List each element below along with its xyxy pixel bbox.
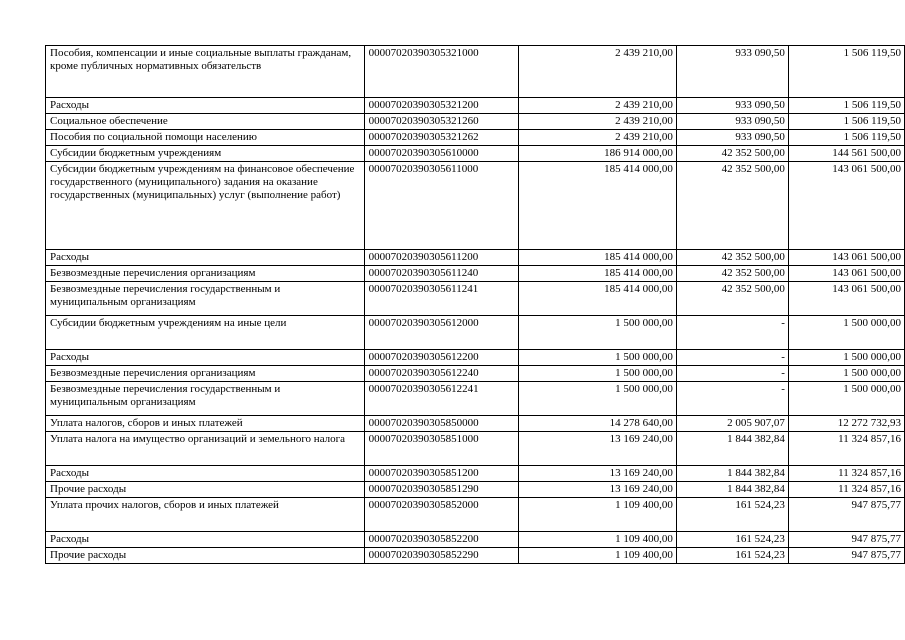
row-name-cell: Прочие расходы (46, 548, 365, 564)
row-name-cell: Безвозмездные перечисления государственным и муниципальным организациям (46, 282, 365, 316)
table-row (46, 532, 905, 548)
row-code-cell: 00007020390305850000 (364, 416, 518, 432)
row-executed-cell: 1 844 382,84 (676, 432, 788, 466)
row-executed-cell: 42 352 500,00 (676, 266, 788, 282)
row-code-cell: 00007020390305612241 (364, 382, 518, 416)
row-code-cell: 00007020390305321260 (364, 114, 518, 130)
table-row (46, 130, 905, 146)
row-approved-cell: 13 169 240,00 (518, 432, 676, 466)
row-unexecuted-cell: 947 875,77 (788, 532, 904, 548)
row-name-cell: Уплата налогов, сборов и иных платежей (46, 416, 365, 432)
table-row (46, 114, 905, 130)
row-approved-cell: 1 500 000,00 (518, 350, 676, 366)
table-body (46, 46, 905, 564)
row-code-cell: 00007020390305852290 (364, 548, 518, 564)
row-unexecuted-cell: 1 506 119,50 (788, 46, 904, 98)
row-name-cell: Субсидии бюджетным учреждениям на иные цели (46, 316, 365, 350)
row-approved-cell: 14 278 640,00 (518, 416, 676, 432)
table-row (46, 316, 905, 350)
row-name-cell: Расходы (46, 532, 365, 548)
row-approved-cell: 185 414 000,00 (518, 266, 676, 282)
table-row (46, 250, 905, 266)
row-unexecuted-cell: 947 875,77 (788, 548, 904, 564)
row-executed-cell: 42 352 500,00 (676, 162, 788, 250)
row-name-cell: Субсидии бюджетным учреждениям на финансовое обеспечение государственного (муниципального) задания на оказание государственных (муниципальных) услуг (выполнение работ) (46, 162, 365, 250)
row-executed-cell: 933 090,50 (676, 46, 788, 98)
row-name-cell: Субсидии бюджетным учреждениям (46, 146, 365, 162)
row-unexecuted-cell: 143 061 500,00 (788, 162, 904, 250)
row-unexecuted-cell: 1 506 119,50 (788, 130, 904, 146)
row-unexecuted-cell: 947 875,77 (788, 498, 904, 532)
row-approved-cell: 1 109 400,00 (518, 532, 676, 548)
table-row (46, 466, 905, 482)
row-code-cell: 00007020390305612000 (364, 316, 518, 350)
row-code-cell: 00007020390305611000 (364, 162, 518, 250)
row-executed-cell: 42 352 500,00 (676, 250, 788, 266)
row-executed-cell: 161 524,23 (676, 498, 788, 532)
row-code-cell: 00007020390305321262 (364, 130, 518, 146)
row-name-cell: Расходы (46, 466, 365, 482)
table-row (46, 366, 905, 382)
table-row (46, 382, 905, 416)
row-code-cell: 00007020390305612240 (364, 366, 518, 382)
row-code-cell: 00007020390305612200 (364, 350, 518, 366)
row-executed-cell: 933 090,50 (676, 114, 788, 130)
table-row (46, 98, 905, 114)
row-unexecuted-cell: 143 061 500,00 (788, 282, 904, 316)
row-unexecuted-cell: 1 506 119,50 (788, 114, 904, 130)
table-row (46, 266, 905, 282)
row-approved-cell: 13 169 240,00 (518, 466, 676, 482)
row-unexecuted-cell: 1 500 000,00 (788, 366, 904, 382)
row-executed-cell: 1 844 382,84 (676, 466, 788, 482)
row-name-cell: Социальное обеспечение (46, 114, 365, 130)
row-executed-cell: 161 524,23 (676, 532, 788, 548)
row-executed-cell: 933 090,50 (676, 98, 788, 114)
table-row (46, 482, 905, 498)
row-executed-cell: - (676, 350, 788, 366)
row-executed-cell: 1 844 382,84 (676, 482, 788, 498)
row-unexecuted-cell: 143 061 500,00 (788, 250, 904, 266)
row-executed-cell: - (676, 366, 788, 382)
row-code-cell: 00007020390305852200 (364, 532, 518, 548)
row-name-cell: Прочие расходы (46, 482, 365, 498)
row-code-cell: 00007020390305610000 (364, 146, 518, 162)
row-unexecuted-cell: 12 272 732,93 (788, 416, 904, 432)
table-row (46, 162, 905, 250)
row-approved-cell: 1 500 000,00 (518, 366, 676, 382)
row-approved-cell: 13 169 240,00 (518, 482, 676, 498)
table-row (46, 350, 905, 366)
row-approved-cell: 186 914 000,00 (518, 146, 676, 162)
row-executed-cell: 2 005 907,07 (676, 416, 788, 432)
row-approved-cell: 1 500 000,00 (518, 382, 676, 416)
row-code-cell: 00007020390305611240 (364, 266, 518, 282)
row-approved-cell: 1 500 000,00 (518, 316, 676, 350)
row-unexecuted-cell: 1 500 000,00 (788, 382, 904, 416)
row-code-cell: 00007020390305611200 (364, 250, 518, 266)
row-code-cell: 00007020390305851200 (364, 466, 518, 482)
row-unexecuted-cell: 11 324 857,16 (788, 432, 904, 466)
row-name-cell: Расходы (46, 350, 365, 366)
row-executed-cell: 161 524,23 (676, 548, 788, 564)
row-unexecuted-cell: 11 324 857,16 (788, 482, 904, 498)
table-row (46, 46, 905, 98)
row-executed-cell: - (676, 382, 788, 416)
row-approved-cell: 185 414 000,00 (518, 282, 676, 316)
row-name-cell: Расходы (46, 98, 365, 114)
row-approved-cell: 185 414 000,00 (518, 162, 676, 250)
row-executed-cell: - (676, 316, 788, 350)
row-approved-cell: 2 439 210,00 (518, 46, 676, 98)
row-unexecuted-cell: 1 506 119,50 (788, 98, 904, 114)
row-approved-cell: 1 109 400,00 (518, 548, 676, 564)
table-row (46, 416, 905, 432)
row-unexecuted-cell: 1 500 000,00 (788, 316, 904, 350)
row-name-cell: Расходы (46, 250, 365, 266)
row-name-cell: Пособия, компенсации и иные социальные выплаты гражданам, кроме публичных нормативных обязательств (46, 46, 365, 98)
row-executed-cell: 933 090,50 (676, 130, 788, 146)
row-name-cell: Пособия по социальной помощи населению (46, 130, 365, 146)
row-name-cell: Уплата налога на имущество организаций и земельного налога (46, 432, 365, 466)
row-executed-cell: 42 352 500,00 (676, 282, 788, 316)
row-approved-cell: 2 439 210,00 (518, 98, 676, 114)
row-code-cell: 00007020390305851000 (364, 432, 518, 466)
row-unexecuted-cell: 144 561 500,00 (788, 146, 904, 162)
table-row (46, 146, 905, 162)
row-approved-cell: 185 414 000,00 (518, 250, 676, 266)
row-code-cell: 00007020390305852000 (364, 498, 518, 532)
row-approved-cell: 2 439 210,00 (518, 114, 676, 130)
row-code-cell: 00007020390305851290 (364, 482, 518, 498)
row-unexecuted-cell: 1 500 000,00 (788, 350, 904, 366)
row-approved-cell: 1 109 400,00 (518, 498, 676, 532)
row-code-cell: 00007020390305611241 (364, 282, 518, 316)
table-row (46, 432, 905, 466)
row-executed-cell: 42 352 500,00 (676, 146, 788, 162)
row-name-cell: Безвозмездные перечисления государственным и муниципальным организациям (46, 382, 365, 416)
expenditure-table (45, 45, 905, 564)
row-name-cell: Безвозмездные перечисления организациям (46, 266, 365, 282)
table-row (46, 498, 905, 532)
table-row (46, 282, 905, 316)
row-unexecuted-cell: 11 324 857,16 (788, 466, 904, 482)
row-name-cell: Безвозмездные перечисления организациям (46, 366, 365, 382)
table-row (46, 548, 905, 564)
row-name-cell: Уплата прочих налогов, сборов и иных платежей (46, 498, 365, 532)
row-unexecuted-cell: 143 061 500,00 (788, 266, 904, 282)
row-approved-cell: 2 439 210,00 (518, 130, 676, 146)
row-code-cell: 00007020390305321200 (364, 98, 518, 114)
row-code-cell: 00007020390305321000 (364, 46, 518, 98)
